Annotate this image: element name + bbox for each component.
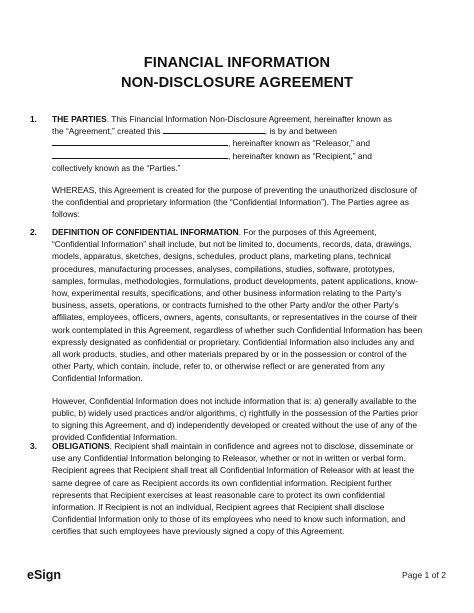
parties-text: . This Financial Information Non-Disclosure Agreement, hereinafter known as [106, 114, 392, 124]
releasor-blank-field[interactable] [52, 137, 228, 146]
recipient-text: , hereinafter known as “Recipient,” and [228, 150, 372, 161]
section-number: 1. [30, 114, 37, 124]
parties-line-4 [52, 150, 424, 162]
parties-line-1 [52, 113, 424, 125]
by-and-between-text: , is by and between [264, 126, 337, 137]
section-obligations [30, 440, 424, 538]
whereas-paragraph: WHEREAS, this Agreement is created for the purpose of preventing the unauthorized disclosure of the confidential and proprietary information (the “Confidential Information”). The Parties agree as follows: [52, 185, 417, 220]
section-heading: THE PARTIES [52, 114, 107, 124]
esign-logo: eSign [27, 568, 62, 582]
parties-line-3 [52, 137, 424, 149]
page-number: Page 1 of 2 [402, 570, 446, 580]
document-subtitle: NON-DISCLOSURE AGREEMENT [120, 75, 354, 91]
agreement-created-text: the “Agreement,” created this [52, 126, 161, 137]
obligations-paragraph [52, 440, 424, 538]
releasor-text: , hereinafter known as “Releasor,” and [228, 138, 370, 149]
however-paragraph: However, Confidential Information does not include information that is: a) generally available to the public, b) widely used practices and/or algorithms, c) rightfully in the possession of the Parties prior to signing this Agreement, and d) independently developed or created without the use of any of the provided Confidential Information. [52, 395, 418, 443]
section-heading: DEFINITION OF CONFIDENTIAL INFORMATION [52, 227, 239, 237]
date-blank-field[interactable] [163, 125, 265, 134]
section-heading: OBLIGATIONS [52, 441, 110, 451]
section-parties [30, 113, 424, 221]
parties-line-2 [52, 125, 424, 137]
recipient-blank-field[interactable] [52, 150, 228, 159]
obligations-text: . Recipient shall maintain in confidence and agrees not to disclose, disseminate or use any Confidential Information belonging to Releasor, whether or not in written or verbal form. Recipient agrees that Recipient shall treat all Confidential Information of Releasor with at least the same degree of care as Recipient accords its own confidential information. Recipient further represents that Recipient exercises at least reasonable care to protect its own confidential information. If Recipient is not an individual, Recipient agrees that Recipient shall disclose Confidential Information only to those of its employees who need to know such information, and certifies that such employees have previously signed a copy of this Agreement. [52, 441, 415, 537]
section-number: 3. [30, 441, 37, 451]
document-title: FINANCIAL INFORMATION [143, 55, 331, 71]
section-number: 2. [30, 227, 37, 237]
section-definition [30, 226, 424, 443]
parties-line-5: collectively known as the “Parties.” [52, 162, 181, 173]
definition-text: . For the purposes of this Agreement, “Confidential Information” shall include, but not be limited to, documents, records, data, drawings, models, apparatus, sketches, designs, schedules, product plans, marketing plans, technical procedures, manufacturing processes, analyses, compilations, studies, software, prototypes, samples, formulas, methodologies, formulations, product developments, patent applications, know-how, experimental results, specifications, and other business information relating to the Party’s business, assets, operations, or contracts furnished to the other Party and/or the other Party’s affiliates, employees, officers, owners, agents, consultants, or representatives in the course of their work contemplated in this Agreement, regardless of whether such Confidential Information has been expressly designated as confidential or proprietary. Confidential Information also includes any and all work products, studies, and other materials prepared by or in the possession or control of the other Party, which contain, include, refer to, or otherwise reflect or are generated from any Confidential Information. [52, 227, 423, 384]
definition-paragraph [52, 226, 424, 385]
